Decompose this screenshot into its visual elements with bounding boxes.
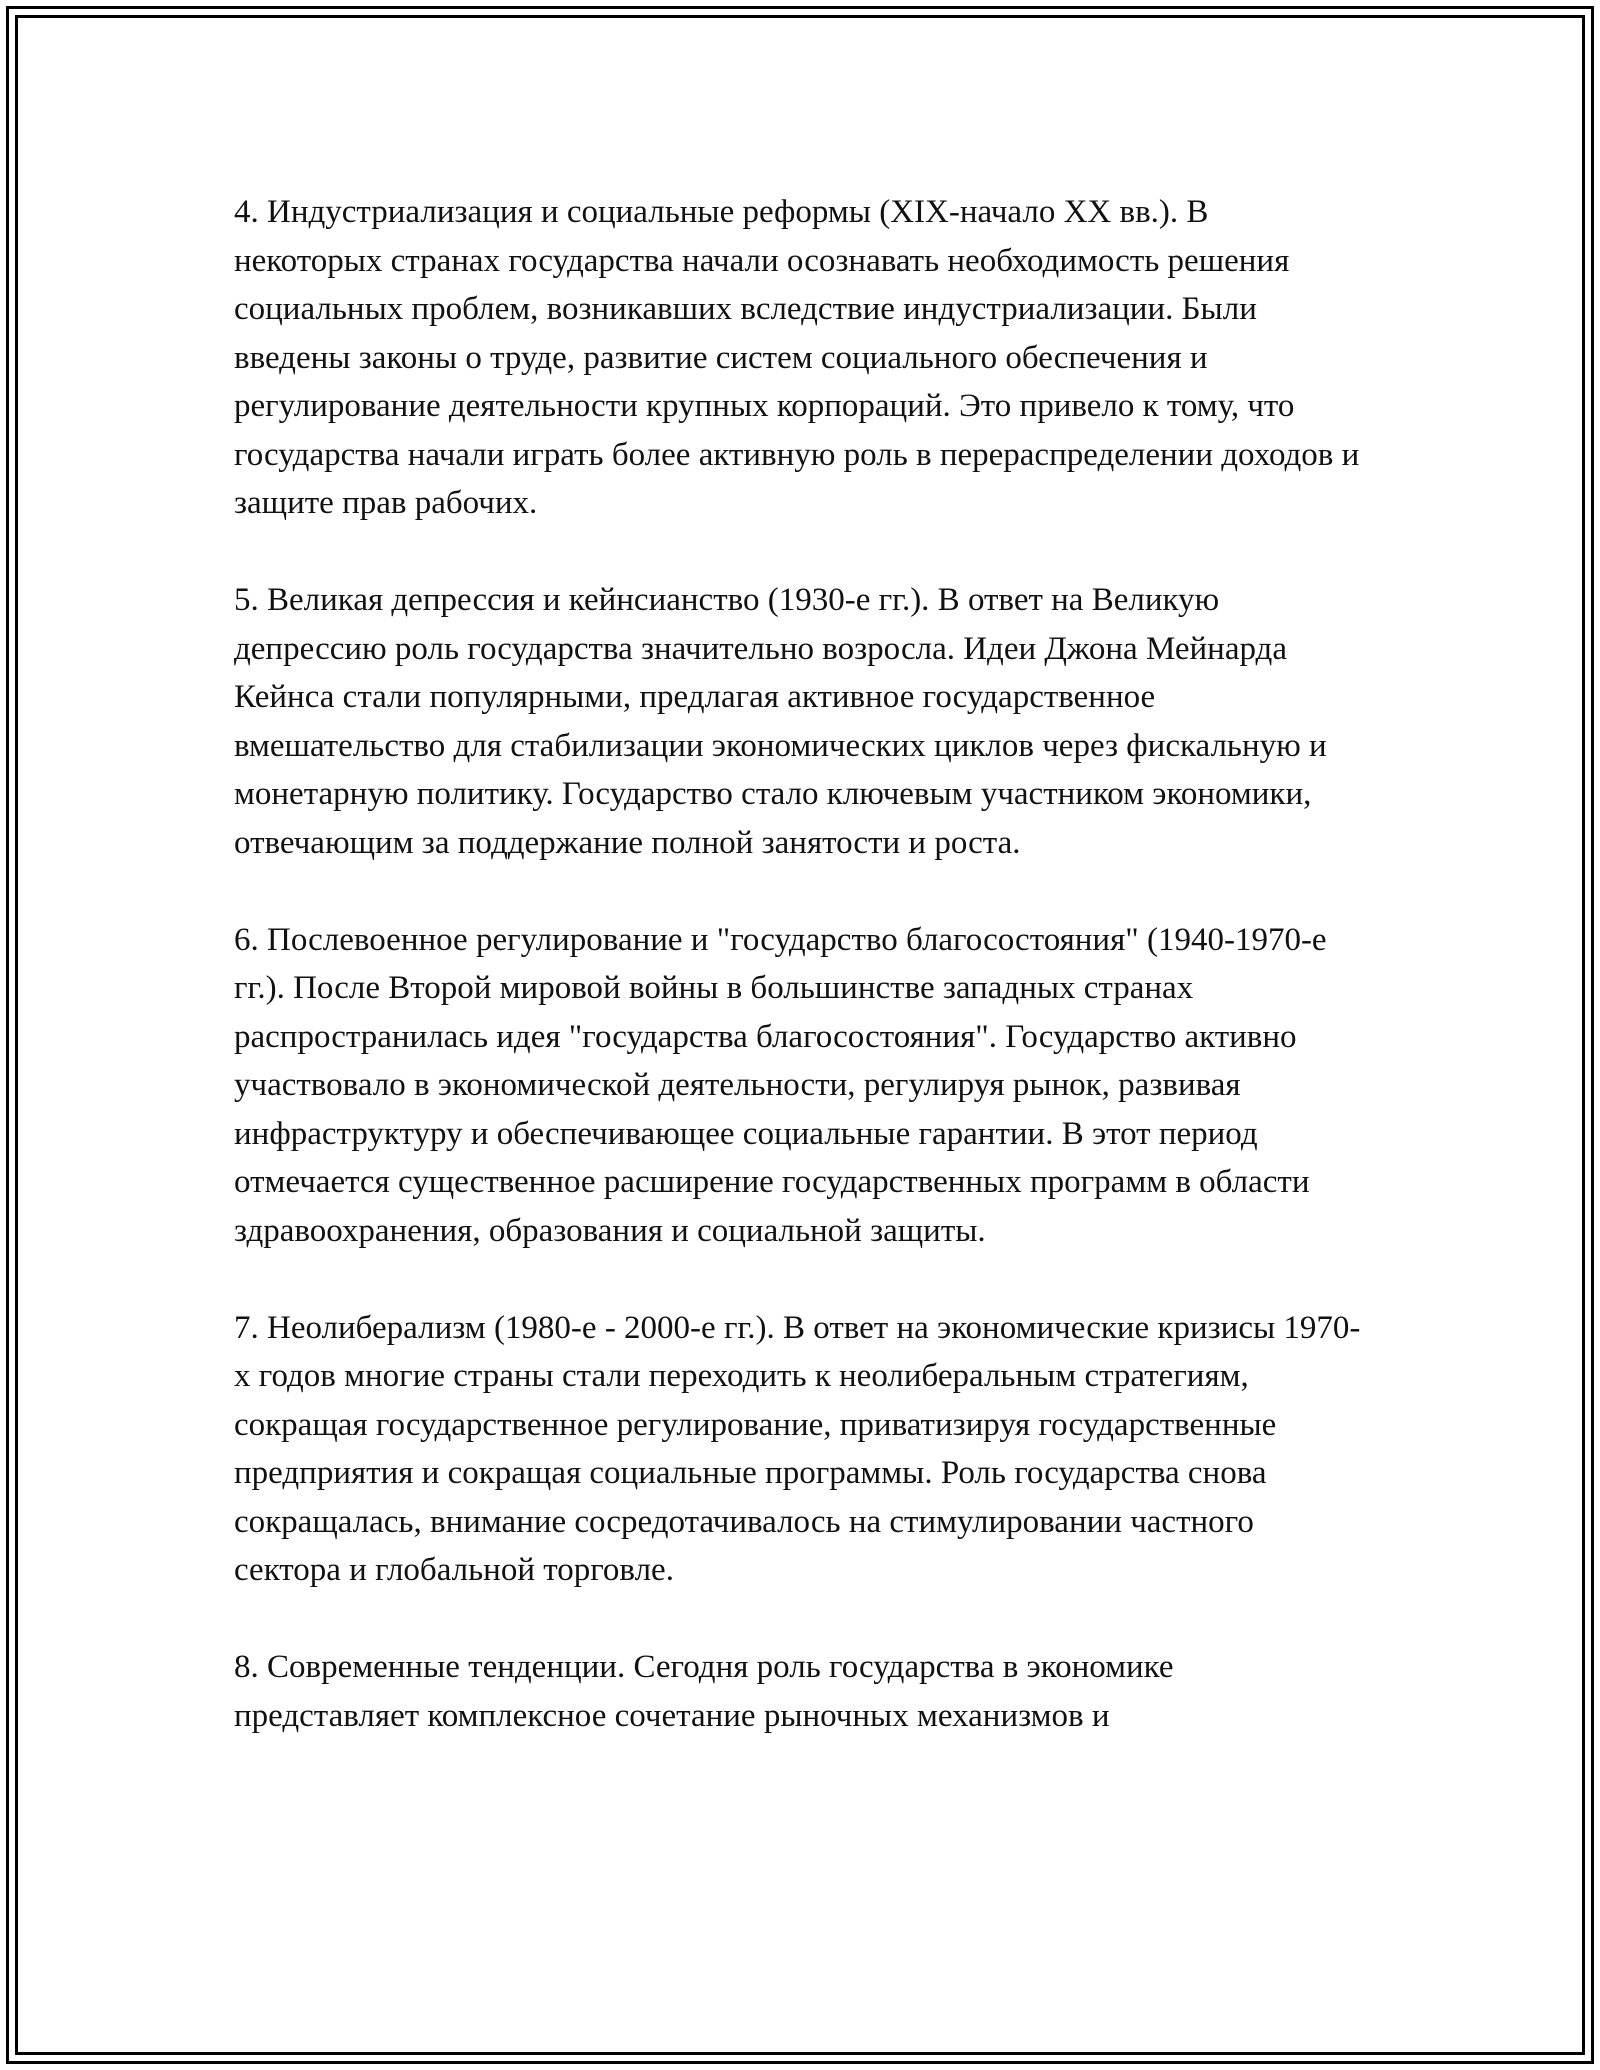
paragraph-industrialization: 4. Индустриализация и социальные реформы (XIX-начало XX вв.). В некоторых странах государства начали осознавать необходимость решения социальных проблем, возникавших вследствие индустриализации. Были введены законы о труде, развитие систем социального обеспечения и регулирование деятельности крупных корпораций. Это привело к тому, что государства начали играть более активную роль в перераспределении доходов и защите прав рабочих. bbox=[234, 194, 1360, 521]
document-body bbox=[234, 188, 1364, 1740]
paragraph-great-depression: 5. Великая депрессия и кейнсианство (1930-е гг.). В ответ на Великую депрессию роль государства значительно возросла. Идеи Джона Мейнарда Кейнса стали популярными, предлагая активное государственное вмешательство для стабилизации экономических циклов через фискальную и монетарную политику. Государство стало ключевым участником экономики, отвечающим за поддержание полной занятости и роста. bbox=[234, 582, 1327, 861]
paragraph-modern-trends: 8. Современные тенденции. Сегодня роль государства в экономике представляет комплексное сочетание рыночных механизмов и bbox=[234, 1649, 1174, 1734]
paragraph-neoliberalism: 7. Неолиберализм (1980-е - 2000-е гг.). В ответ на экономические кризисы 1970-х годов многие страны стали переходить к неолиберальным стратегиям, сокращая государственное регулирование, приватизируя государственные предприятия и сокращая социальные программы. Роль государства снова сокращалась, внимание сосредотачивалось на стимулировании частного сектора и глобальной торговле. bbox=[234, 1309, 1361, 1588]
paragraph-postwar-regulation: 6. Послевоенное регулирование и "государство благосостояния" (1940-1970-е гг.). После Второй мировой войны в большинстве западных странах распространилась идея "государства благосостояния". Государство активно участвовало в экономической деятельности, регулируя рынок, развивая инфраструктуру и обеспечивающее социальные гарантии. В этот период отмечается существенное расширение государственных программ в области здравоохранения, образования и социальной защиты. bbox=[234, 921, 1327, 1249]
